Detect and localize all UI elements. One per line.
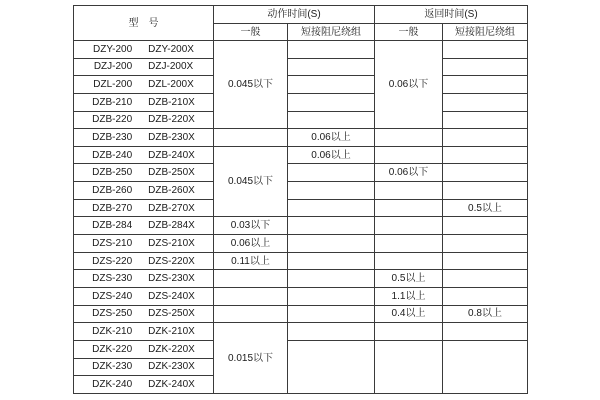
model-name: DZY-200 — [93, 43, 133, 55]
model-name: DZJ-200X — [148, 61, 194, 73]
model-cell — [74, 358, 214, 376]
value-cell: 0.045以下 — [214, 41, 288, 129]
model-cell — [74, 376, 214, 394]
model-name: DZS-220 — [92, 255, 133, 267]
table-row — [74, 182, 528, 200]
value-cell: 0.8以上 — [443, 305, 528, 323]
model-name: DZB-260X — [148, 184, 195, 196]
model-name: DZB-240X — [148, 149, 195, 161]
value-cell: 0.5以上 — [443, 199, 528, 217]
col-header-return-time: 返回时间(S) — [375, 6, 528, 24]
model-name: DZS-230 — [92, 273, 133, 285]
value-cell — [443, 323, 528, 341]
model-cell — [74, 340, 214, 358]
model-cell — [74, 146, 214, 164]
model-name: DZK-240X — [148, 378, 195, 390]
value-cell — [443, 270, 528, 288]
value-cell — [443, 340, 528, 393]
table-row — [74, 235, 528, 253]
value-cell: 1.1以上 — [375, 287, 443, 305]
table-row — [74, 146, 528, 164]
value-cell: 0.06以下 — [375, 164, 443, 182]
model-name: DZS-210 — [92, 237, 133, 249]
table-row — [74, 111, 528, 129]
value-cell — [288, 287, 375, 305]
value-cell — [375, 217, 443, 235]
model-name: DZS-240X — [148, 290, 195, 302]
model-name: DZK-230X — [148, 361, 195, 373]
value-cell — [375, 323, 443, 341]
model-cell — [74, 287, 214, 305]
model-name: DZB-220 — [92, 114, 133, 126]
model-cell — [74, 129, 214, 147]
col-header-action-general: 一般 — [214, 24, 288, 41]
value-cell — [288, 58, 375, 76]
table-row — [74, 199, 528, 217]
model-cell — [74, 93, 214, 111]
table-row — [74, 164, 528, 182]
col-header-model: 型 号 — [74, 6, 214, 41]
value-cell: 0.4以上 — [375, 305, 443, 323]
value-cell: 0.015以下 — [214, 323, 288, 394]
value-cell — [375, 146, 443, 164]
value-cell — [443, 58, 528, 76]
model-name: DZB-270 — [92, 202, 133, 214]
value-cell: 0.06以上 — [288, 146, 375, 164]
value-cell — [443, 146, 528, 164]
table-row — [74, 323, 528, 341]
value-cell — [443, 182, 528, 200]
model-cell — [74, 252, 214, 270]
model-name: DZK-210X — [148, 326, 195, 338]
value-cell — [288, 93, 375, 111]
value-cell — [443, 93, 528, 111]
model-name: DZS-250X — [148, 308, 195, 320]
model-name: DZK-240 — [92, 378, 133, 390]
table-row — [74, 340, 528, 358]
table-row — [74, 287, 528, 305]
table-row — [74, 129, 528, 147]
col-header-return-damping: 短接阻尼绕组 — [443, 24, 528, 41]
model-name: DZK-210 — [92, 326, 133, 338]
value-cell: 0.045以下 — [214, 146, 288, 217]
model-name: DZB-284 — [92, 220, 133, 232]
value-cell — [443, 111, 528, 129]
model-name: DZB-220X — [148, 114, 195, 126]
model-cell — [74, 199, 214, 217]
value-cell — [443, 287, 528, 305]
model-cell — [74, 323, 214, 341]
value-cell — [288, 340, 375, 393]
value-cell — [443, 41, 528, 59]
model-name: DZB-240 — [92, 149, 133, 161]
model-name: DZY-200X — [148, 43, 194, 55]
model-name: DZS-250 — [92, 308, 133, 320]
model-name: DZB-230X — [148, 132, 195, 144]
value-cell — [288, 164, 375, 182]
model-cell — [74, 217, 214, 235]
value-cell — [214, 305, 288, 323]
model-name: DZK-230 — [92, 361, 133, 373]
value-cell — [214, 287, 288, 305]
value-cell — [375, 235, 443, 253]
model-name: DZB-230 — [92, 132, 133, 144]
model-name: DZB-250 — [92, 167, 133, 179]
model-name: DZS-240 — [92, 290, 133, 302]
value-cell: 0.06以上 — [288, 129, 375, 147]
value-cell — [375, 199, 443, 217]
spec-table-body — [74, 41, 528, 394]
spec-table — [73, 5, 528, 394]
model-name: DZS-230X — [148, 273, 195, 285]
table-row — [74, 305, 528, 323]
value-cell: 0.06以上 — [214, 235, 288, 253]
value-cell — [375, 340, 443, 393]
model-cell — [74, 182, 214, 200]
model-name: DZL-200X — [148, 79, 194, 91]
value-cell — [443, 129, 528, 147]
table-row — [74, 270, 528, 288]
table-row — [74, 58, 528, 76]
value-cell — [443, 164, 528, 182]
model-cell — [74, 111, 214, 129]
value-cell — [443, 217, 528, 235]
table-row — [74, 252, 528, 270]
value-cell — [288, 41, 375, 59]
value-cell — [375, 129, 443, 147]
model-name: DZL-200 — [93, 79, 133, 91]
value-cell — [288, 182, 375, 200]
value-cell — [214, 129, 288, 147]
value-cell: 0.5以上 — [375, 270, 443, 288]
model-name: DZK-220 — [92, 343, 133, 355]
value-cell — [288, 217, 375, 235]
value-cell: 0.06以下 — [375, 41, 443, 129]
model-cell — [74, 76, 214, 94]
value-cell — [214, 270, 288, 288]
model-cell — [74, 270, 214, 288]
model-cell — [74, 235, 214, 253]
value-cell — [443, 235, 528, 253]
model-name: DZJ-200 — [93, 61, 133, 73]
model-name: DZB-250X — [148, 167, 195, 179]
value-cell — [288, 235, 375, 253]
table-row — [74, 217, 528, 235]
col-header-action-time: 动作时间(S) — [214, 6, 375, 24]
model-cell — [74, 305, 214, 323]
value-cell — [288, 252, 375, 270]
model-name: DZK-220X — [148, 343, 195, 355]
model-cell — [74, 164, 214, 182]
model-cell — [74, 41, 214, 59]
table-row — [74, 76, 528, 94]
value-cell — [288, 111, 375, 129]
model-name: DZB-210X — [148, 96, 195, 108]
model-name: DZB-210 — [92, 96, 133, 108]
model-name: DZB-270X — [148, 202, 195, 214]
value-cell — [288, 305, 375, 323]
col-header-action-damping: 短接阻尼绕组 — [288, 24, 375, 41]
model-name: DZB-260 — [92, 184, 133, 196]
value-cell — [288, 323, 375, 341]
value-cell: 0.03以下 — [214, 217, 288, 235]
col-header-return-general: 一般 — [375, 24, 443, 41]
value-cell — [443, 76, 528, 94]
value-cell — [443, 252, 528, 270]
model-name: DZS-210X — [148, 237, 195, 249]
table-row — [74, 93, 528, 111]
model-name: DZB-284X — [148, 220, 195, 232]
value-cell — [375, 252, 443, 270]
value-cell — [375, 182, 443, 200]
value-cell — [288, 199, 375, 217]
value-cell: 0.11以上 — [214, 252, 288, 270]
model-name: DZS-220X — [148, 255, 195, 267]
value-cell — [288, 270, 375, 288]
spec-table-header — [74, 6, 528, 41]
table-row — [74, 41, 528, 59]
value-cell — [288, 76, 375, 94]
model-cell — [74, 58, 214, 76]
